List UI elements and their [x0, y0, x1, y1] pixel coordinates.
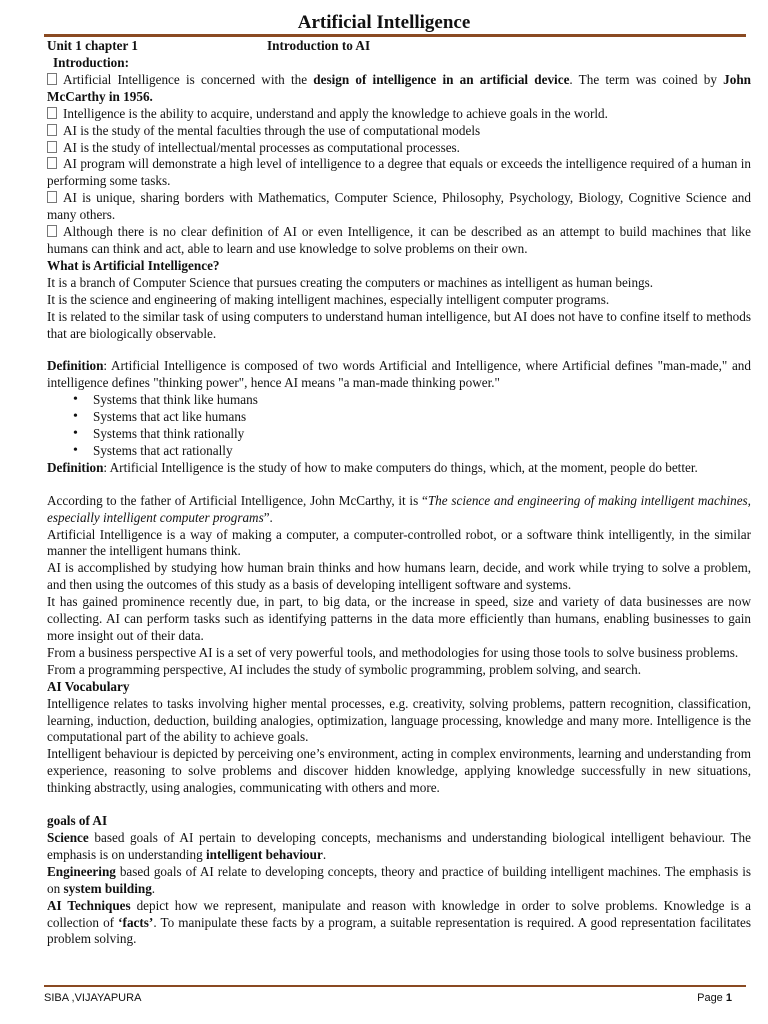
document-title: Artificial Intelligence	[297, 12, 471, 33]
intro-paragraph-6: AI is unique, sharing borders with Mathematics, Computer Science, Philosophy, Psychology, Biology, Cognitive Science and many others.	[47, 190, 751, 223]
body-paragraph-5: From a programming perspective, AI includes the study of symbolic programming, problem solving, and search.	[47, 661, 642, 677]
bullet-box-icon	[47, 141, 57, 153]
definition-paragraph-2: Definition: Artificial Intelligence is the study of how to make computers do things, which, at the moment, people do better.	[47, 459, 698, 475]
intro-paragraph-4: AI is the study of intellectual/mental processes as computational processes.	[47, 140, 751, 157]
bullet-box-icon	[47, 225, 57, 237]
footer-institution: SIBA ,VIJAYAPURA	[44, 992, 142, 1004]
goals-heading: goals of AI	[47, 813, 108, 829]
spacer	[47, 342, 751, 358]
what-is-ai-heading: What is Artificial Intelligence?	[47, 257, 220, 273]
header-rule	[44, 34, 746, 37]
introduction-heading: Introduction:	[53, 55, 129, 70]
systems-list	[47, 392, 751, 460]
goals-science-paragraph: Science based goals of AI pertain to developing concepts, mechanisms and understanding biological intelligent behaviour. The emphasis is on understanding intelligent behaviour.	[47, 829, 751, 862]
bullet-box-icon	[47, 73, 57, 85]
what-paragraph-3: It is related to the similar task of using computers to understand human intelligence, but AI does not have to confine itself to methods that are biologically observable.	[47, 308, 751, 341]
page-number: Page 1	[697, 992, 732, 1004]
body-paragraph-2: AI is accomplished by studying how human brain thinks and how humans learn, decide, and work while trying to solve a problem, and then using the outcomes of this study as a basis of developing intelligent software and systems.	[47, 560, 751, 593]
body-paragraph-1: Artificial Intelligence is a way of making a computer, a computer-controlled robot, or a software think intelligently, in the similar manner the intelligent humans think.	[47, 526, 751, 559]
goals-engineering-paragraph: Engineering based goals of AI relate to developing concepts, theory and practice of building intelligent machines. The emphasis is on system building.	[47, 863, 751, 896]
spacer	[47, 797, 751, 813]
unit-line	[47, 38, 751, 55]
body-paragraph-3: It has gained prominence recently due, in part, to big data, or the increase in speed, size and variety of data businesses are now collecting. AI can perform tasks such as identifying patterns in the data more efficiently than humans, enabling businesses to gain more insight out of their data.	[47, 594, 751, 643]
footer-rule	[44, 985, 746, 987]
list-item: • Systems that think like humans	[93, 392, 751, 409]
definition-paragraph-1: Definition: Artificial Intelligence is composed of two words Artificial and Intelligence, where Artificial defines "man-made," and intelligence defines "thinking power", hence AI means "a man-made thinking power."	[47, 358, 751, 391]
ai-techniques-paragraph: AI Techniques depict how we represent, manipulate and reason with knowledge in order to solve problems. Knowledge is a collection of ‘facts’. To manipulate these facts by a program, a suitable representation is required. A good representation facilitates problem solving.	[47, 897, 751, 947]
bullet-box-icon	[47, 191, 57, 203]
list-item: • Systems that act rationally	[93, 443, 751, 460]
intro-paragraph-5: AI program will demonstrate a high level of intelligence to a degree that equals or exceeds the intelligence required of a human in performing some tasks.	[47, 156, 751, 189]
bullet-box-icon	[47, 107, 57, 119]
bullet-box-icon	[47, 124, 57, 136]
bullet-box-icon	[47, 157, 57, 169]
body-paragraph-4: From a business perspective AI is a set of very powerful tools, and methodologies for using those tools to solve business problems.	[47, 644, 739, 660]
what-paragraph-2: It is the science and engineering of making intelligent machines, especially intelligent computer programs.	[47, 291, 610, 307]
chapter-title: Introduction to AI	[267, 38, 371, 53]
ai-vocabulary-heading: AI Vocabulary	[47, 678, 130, 694]
spacer	[47, 477, 751, 493]
page-content	[47, 38, 751, 948]
intro-paragraph-1: Artificial Intelligence is concerned with the design of intelligence in an artificial device. The term was coined by John McCarthy in 1956.	[47, 71, 751, 104]
mccarthy-quote-paragraph: According to the father of Artificial Intelligence, John McCarthy, it is “The science and engineering of making intelligent machines, especially intelligent computer programs”.	[47, 492, 751, 525]
what-paragraph-1: It is a branch of Computer Science that pursues creating the computers or machines as intelligent as human beings.	[47, 274, 654, 290]
unit-label: Unit 1 chapter 1	[47, 38, 138, 53]
list-item: • Systems that think rationally	[93, 426, 751, 443]
intro-paragraph-2: Intelligence is the ability to acquire, understand and apply the knowledge to achieve goals in the world.	[47, 106, 751, 123]
intro-paragraph-3: AI is the study of the mental faculties through the use of computational models	[47, 123, 751, 140]
vocab-paragraph-1: Intelligence relates to tasks involving higher mental processes, e.g. creativity, solving problems, pattern recognition, classification, learning, induction, deduction, building analogies, optimization, language processing, knowledge and many more. Intelligence is the computational part of the ability to achieve goals.	[47, 695, 751, 745]
intro-paragraph-7: Although there is no clear definition of AI or even Intelligence, it can be described as an attempt to build machines that like humans can think and act, able to learn and use knowledge to solve problems on their own.	[47, 224, 751, 256]
page-footer	[44, 992, 746, 1008]
vocab-paragraph-2: Intelligent behaviour is depicted by perceiving one’s environment, acting in complex environments, learning and understanding from experience, reasoning to solve problems and discover hidden knowledge, applying knowledge successfully in new situations, thinking abstractly, using analogies, communicating with others and more.	[47, 746, 751, 796]
list-item: • Systems that act like humans	[93, 409, 751, 426]
